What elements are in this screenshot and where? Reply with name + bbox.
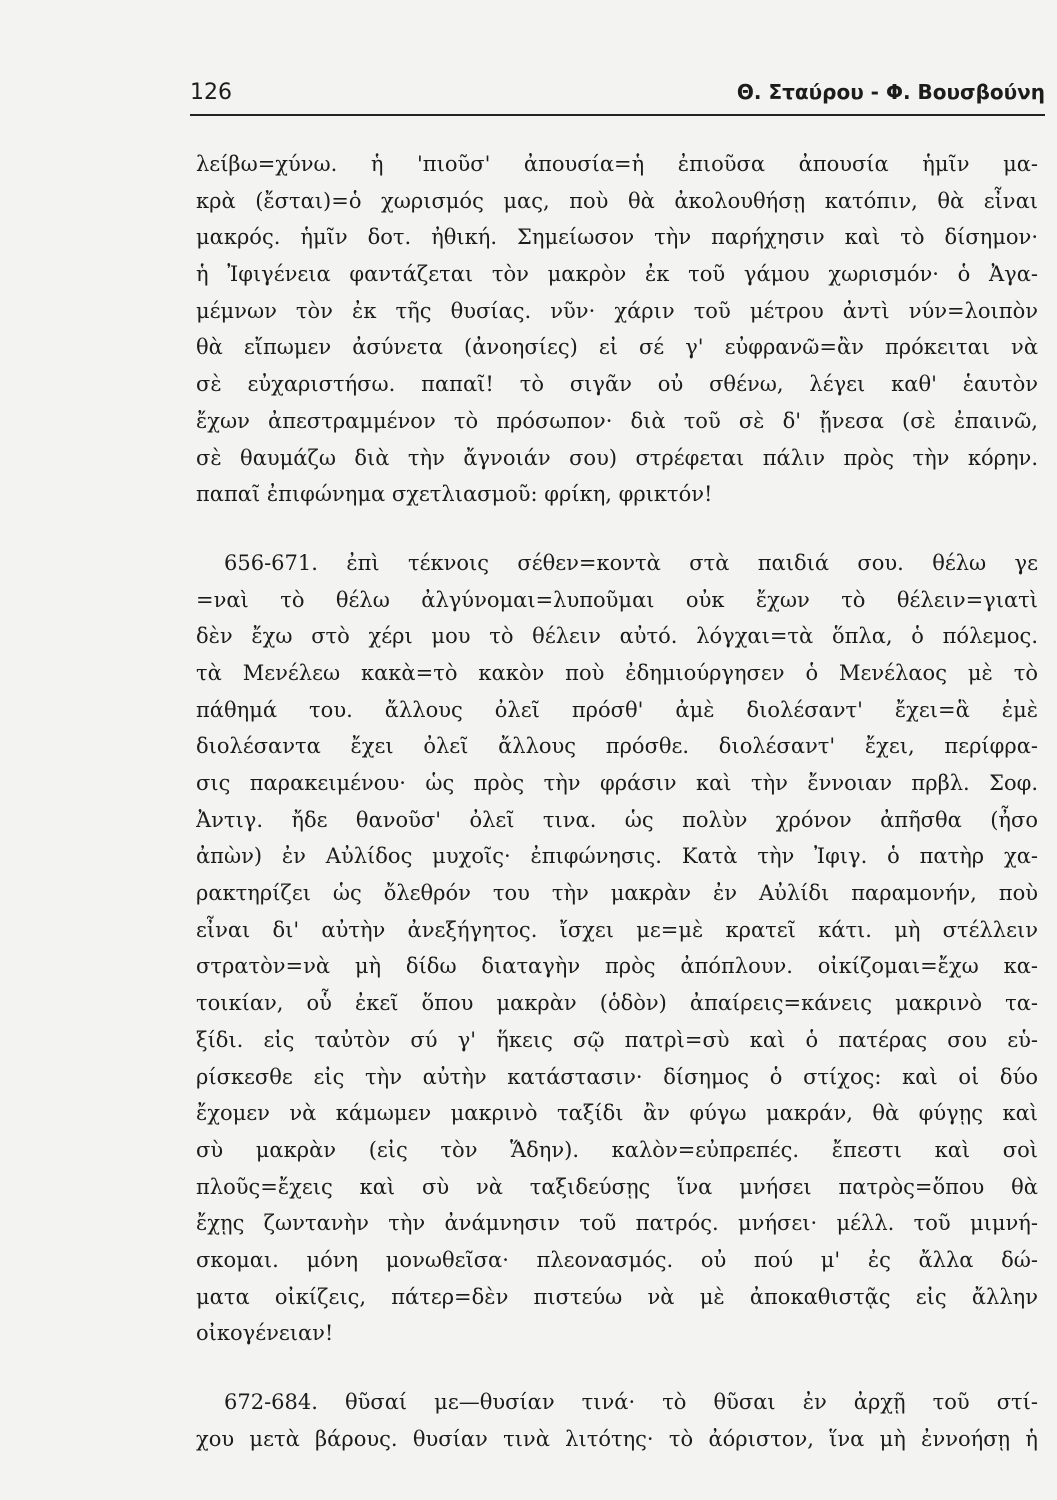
text-line: σκομαι. μόνη μονωθεῖσα· πλεονασμός. οὐ πού μ' ἐς ἄλλα δώ- — [196, 1247, 1038, 1272]
body-text — [196, 146, 1038, 1457]
text-line: λείβω=χύνω. ἡ 'πιοῦσ' ἀπουσία=ἡ ἐπιοῦσα ἀπουσία ἡμῖν μα- — [196, 152, 1038, 176]
text-line: =ναὶ τὸ θέλω ἀλγύνομαι=λυποῦμαι οὐκ ἔχων τὸ θέλειν=γιατὶ — [196, 587, 1038, 612]
text-line: δὲν ἔχω στὸ χέρι μου τὸ θέλειν αὐτό. λόγχαι=τὰ ὅπλα, ὁ πόλεμος. — [196, 624, 1038, 649]
text-line: στρατὸν=νὰ μὴ δίδω διαταγὴν πρὸς ἀπόπλουν. οἰκίζομαι=ἔχω κα- — [196, 954, 1038, 979]
text-line: κρὰ (ἔσται)=ὁ χωρισμός μας, ποὺ θὰ ἀκολουθήσῃ κατόπιν, θὰ εἶναι — [196, 188, 1038, 213]
text-line: ἔχομεν νὰ κάμωμεν μακρινὸ ταξίδι ἂν φύγω μακράν, θὰ φύγῃς καὶ — [196, 1101, 1038, 1126]
text-line: σὲ εὐχαριστήσω. παπαῖ! τὸ σιγᾶν οὐ σθένω, λέγει καθ' ἑαυτὸν — [196, 372, 1038, 397]
paragraph-start-line: 656-671. ἐπὶ τέκνοις σέθεν=κοντὰ στὰ παιδιά σου. θέλω γε — [224, 550, 1038, 575]
text-line: Ἀντιγ. ἤδε θανοῦσ' ὀλεῖ τινα. ὡς πολὺν χρόνον ἀπῆσθα (ἦσο — [196, 807, 1038, 832]
text-line: διολέσαντα ἔχει ὀλεῖ ἄλλους πρόσθε. διολέσαντ' ἔχει, περίφρα- — [196, 734, 1038, 759]
text-line: σὺ μακρὰν (εἰς τὸν Ἅδην). καλὸν=εὐπρεπές. ἔπεστι καὶ σοὶ — [196, 1137, 1038, 1162]
text-line: τὰ Μενέλεω κακὰ=τὸ κακὸν ποὺ ἐδημιούργησεν ὁ Μενέλαος μὲ τὸ — [196, 660, 1038, 685]
text-line: τοικίαν, οὗ ἐκεῖ ὅπου μακρὰν (ὁδὸν) ἀπαίρεις=κάνεις μακρινὸ τα- — [196, 991, 1038, 1016]
text-line: ματα οἰκίζεις, πάτερ=δὲν πιστεύω νὰ μὲ ἀποκαθιστᾷς εἰς ἄλλην — [196, 1284, 1038, 1309]
text-line: ἀπὼν) ἐν Αὐλίδος μυχοῖς· ἐπιφώνησις. Κατὰ τὴν Ἰφιγ. ὁ πατὴρ χα- — [196, 844, 1038, 869]
text-line: ρίσκεσθε εἰς τὴν αὐτὴν κατάστασιν· δίσημος ὁ στίχος: καὶ οἱ δύο — [196, 1064, 1038, 1089]
text-line: σις παρακειμένου· ὡς πρὸς τὴν φράσιν καὶ τὴν ἔννοιαν πρβλ. Σοφ. — [196, 771, 1038, 795]
text-line: παπαῖ ἐπιφώνημα σχετλιασμοῦ: φρίκη, φρικτόν! — [196, 482, 713, 507]
text-line: οἰκογένειαν! — [196, 1321, 334, 1346]
text-line: σὲ θαυμάζω διὰ τὴν ἄγνοιάν σου) στρέφεται πάλιν πρὸς τὴν κόρην. — [196, 445, 1038, 470]
text-line: θὰ εἴπωμεν ἀσύνετα (ἀνοησίες) εἰ σέ γ' εὐφρανῶ=ἂν πρόκειται νὰ — [196, 335, 1038, 360]
paragraph-start-line: 672-684. θῦσαί με—θυσίαν τινά· τὸ θῦσαι ἐν ἀρχῇ τοῦ στί- — [224, 1390, 1038, 1414]
text-line: μακρός. ἡμῖν δοτ. ἠθική. Σημείωσον τὴν παρήχησιν καὶ τὸ δίσημον· — [196, 225, 1038, 250]
text-line: εἶναι δι' αὐτὴν ἀνεξήγητος. ἴσχει με=μὲ κρατεῖ κάτι. μὴ στέλλειν — [196, 917, 1038, 942]
page-header — [190, 78, 1045, 116]
text-line: ἔχων ἀπεστραμμένον τὸ πρόσωπον· διὰ τοῦ σὲ δ' ᾔνεσα (σὲ ἐπαινῶ, — [196, 408, 1038, 433]
text-line: πλοῦς=ἔχεις καὶ σὺ νὰ ταξιδεύσῃς ἵνα μνήσει πατρὸς=ὅπου θὰ — [196, 1174, 1038, 1199]
page-number: 126 — [190, 80, 232, 105]
text-line: μέμνων τὸν ἐκ τῆς θυσίας. νῦν· χάριν τοῦ μέτρου ἀντὶ νύν=λοιπὸν — [196, 298, 1038, 323]
text-line: ἡ Ἰφιγένεια φαντάζεται τὸν μακρὸν ἐκ τοῦ γάμου χωρισμόν· ὁ Ἀγα- — [196, 262, 1038, 287]
text-line: πάθημά του. ἄλλους ὀλεῖ πρόσθ' ἀμὲ διολέσαντ' ἔχει=ἃ ἐμὲ — [196, 697, 1038, 722]
text-line: ρακτηρίζει ὡς ὄλεθρόν του τὴν μακρὰν ἐν Αὐλίδι παραμονήν, ποὺ — [196, 881, 1038, 906]
text-line: ξίδι. εἰς ταὐτὸν σύ γ' ἥκεις σῷ πατρὶ=σὺ καὶ ὁ πατέρας σου εὑ- — [196, 1027, 1038, 1052]
text-line: χου μετὰ βάρους. θυσίαν τινὰ λιτότης· τὸ ἀόριστον, ἵνα μὴ ἐννοήσῃ ἡ — [196, 1426, 1038, 1451]
running-head: Θ. Σταύρου - Φ. Βουσβούνη — [736, 80, 1045, 104]
text-line: ἔχῃς ζωντανὴν τὴν ἀνάμνησιν τοῦ πατρός. μνήσει· μέλλ. τοῦ μιμνή- — [196, 1211, 1038, 1236]
